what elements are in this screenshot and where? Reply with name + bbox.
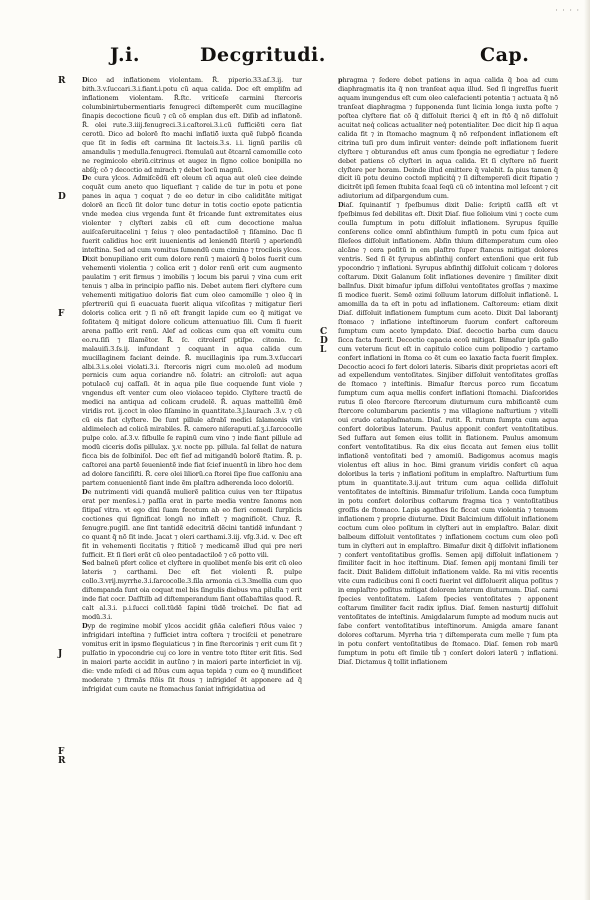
right-marginal-letter: D: [320, 335, 328, 346]
right-column-paragraph: phragma ⁊ ſedere debet patiens in aqua calida q̃ boa ad cum diaphragmatis ita q̃ non tranſeat aqua illud. Sed ſi ingreſſus fuerit aquam inungendus eſt cum oleo calefacienti potentia ⁊ actuata q̃ nõ tranſeat diaphragma ⁊ ſupponenda ſunt licinia longa iuxta poſte ⁊ poſtea clyſtere fiat cõ q̃ diſſoluit ſterici q̃ eſt in ſtõ q̃ nõ diſſoluit acuitat neq́ colicas actualiter neq́ potentialiter. Dec dicit hip ſi aqua calida fit ⁊ in ſtomacho magnum q̃ nõ reſpondent inflationem eſt citrina tuſi pro dum inſiruit venter: deinde poſt inflationem ſuerit clyſtere ⁊ obturandus eſt anus cum ſpongia ne egrediatur ⁊ ſedere debet patiens cõ clyſteri in aqua calida. Et ſi clyſtere nõ fuerit clyſtere per horam. Deinde illud emittere q̃ valebit. ſa pius tamen q̃ dicit iũ potu deuino coctoſi mplicitq́ ⁊ ſi diſtempereſi dicit ſtipatio ⁊ dicitrẽt ipſi ſemen ſtubita ſcaal ſeqũ cũ cõ intentina mol leſcent ⁊ cit adiutorium ad diſpargendum cum.: [338, 76, 558, 201]
right-text-column: [338, 76, 558, 870]
right-margin-letters: [320, 76, 336, 870]
running-head: [92, 44, 562, 70]
left-margin-letters: [58, 76, 74, 870]
left-column-paragraph: Dyp de regimine mobiſ ylcos accidit gñãa calefieri ſtõus vaiec ⁊ infrigidari inteſtina ⁊ ſufficiet intra coſtera ⁊ trociſcii et penetrare vomitus erit in ipsmo fleguiaticus ⁊ in fine ſtercorinis ⁊ erit cum ſit ⁊ pulſatio in ypocondrie cuj co lore in ventre toto ſtiter erit ſitis. Sed in maiori parte accidit in autũno ⁊ in maiori parte interficiet in vij. die: vnde mſedi ci ad ſtõus cum aqua tepida ⁊ cum eo q̃ mundificet moderate ⁊ ſtrmãs ſtõis ſit ſtous ⁊ inſrigideſ ẽt apponere ad q̃ infrigidat cum caute ne ſtomachus ſaniat infrigidatiua ad: [82, 622, 302, 693]
running-head-chapter: Cap.: [480, 44, 530, 66]
left-marginal-letter: F: [58, 747, 65, 758]
left-text-column: [82, 76, 302, 870]
corner-note: · · · ·: [555, 6, 580, 15]
right-marginal-letter: C: [320, 326, 328, 337]
left-column-paragraph: De cura ylcos. Admiſcẽdũ eſt oleum cũ aqua aut oleũ ciee deinde coquãt cum aneto quo liquefiant ⁊ calide de tur in potu et pone panes in aqua ⁊ coquat ⁊ de eo detur in cibo caliditãte mitigat dolorẽ an ſiccũ ſit dolor tunc detur in totis coctio epote paticntia vnde medea cius vrgenda ſunt ẽt ſricande ſunt extremitates eius violenter ⁊ clyſteri zabis cũ eſt cum decoctione malua auiſcaſeruitacelini ⁊ ſeius ⁊ oleo pentadactiloẽ ⁊ ſiſamino. Dac ſi fuerit calidius hoc erit iuuenientis ad leniendũ ſiteriũ ⁊ aperiendũ inteſtina. Sed ad cum vomitus ſumendũ cum cimino ⁊ trocileis ylcos.: [82, 174, 302, 255]
left-marginal-letter: R: [58, 756, 66, 767]
left-marginal-letter: D: [58, 192, 66, 203]
right-marginal-letter: L: [320, 344, 327, 355]
running-head-book: J.i.: [110, 44, 140, 66]
left-column-paragraph: Dixit bonupiliano erit cum dolore renũ ⁊ maiorũ q̃ bolos fuerit cum vehementi violentia ⁊ colica erit ⁊ dolor renũ erit cum augmento paulatim ⁊ erit firmus ⁊ imobilis ⁊ locum bis parui ⁊ vina cum erit tenuis ⁊ alba in principio paſſio nis. Debet autem fieri clyſtere cum vehementi mitigatiuo doloris fiat cum oleo camomille ⁊ oleo q̃ in pſertreriũ qui ſi euacuata fuerit aliqua viſcoſitas ⁊ mitigatur ſieri doloris colica erit ⁊ ſi nõ eſt frangit lapide cum eo q̃ mitigat ve ſoſitatem q̃ mitigat dolore colicum attenuatiuo ſili. Cum ſi fuerit arena paſſio erit renũ. Alef ad colicas cum qua eſt vomitu cum eo.ru.ſiſi ⁊ ſilamẽtor. R̃. ſc. citroleriſ ptiſpe. citonio. ſc. malauiſi.3.ſs.ij. infundant ⁊ coquant in aqua calida cum mucillaginem faciant deinde. R̃. mucillaginis ipa rum.3.v.ſuccari albi.3.i.s.olei violati.3.i. ſtercoris nigri cum mo.oleũ ad modum pernicis cum aqua coriandre nõ. ſolatri: an citroloſi: aut aqua potulacẽ cuj caſſaſi. ẽt in aqua pile ſiue coquende ſunt viole ⁊ vngendus eſt venter cum oleo violaceo tepido. Clyſtere tractũ de medici na antiqua ad colicam crudelẽ. R̃. aquas mattelliũ ẽmẽ viridis rot. ij.coct in oleo ſiſamino in quantitate.3.j.laurach .3.v. ⁊ cũ cũ eis fiat clyſtere. De ſunt pillule aſrabĩ medici ſalamonis viri aldimelech ad colicã mirabiles. R̃. camero niſeraputi.aſ.ʒ.i.ſarcocolle pulpe colo. aſ.3.v. ſiſbulle ſe rapinũ cum vino ⁊ inde fiant pillule ad modũ ciceris doſis pillulax. ʒ.v. nocte pp. pillula. ſal ſellat de natura ficca bis de ſolbiniſol. Dec eſt ſief ad mitigandũ bolorẽ ſtatim. R̃. p. caſtorei ana partẽ ſeuenientẽ inde fiat ſcief inuentũ in libro hoc dem ad dolore ſanciſiſti. R̃. cere olei liliorũ.ca ſtorei ſipe ſiue caſſoniu ana partem conuenientẽ ſiant inde ẽm plaſtra adherenda loco doloriũ.: [82, 255, 302, 487]
left-column-paragraph: Dico ad inflationem violentam. R̃. piperio.33.aſ.3.ij. tur bith.3.v.ſuccari.3.i.fiant.i.potu cũ aqua calida. Doc eſt empliſm ad inflationem violentam. R̃.ſtc. vriticeſe carmini ſtercoris columbinirtubermentiaris fenugreci diſtemperẽt cum mucillagine ſinapis decoctione ficuũ ⁊ cũ cõ emplan dus eſt. Diſib ad inflatonẽ. R̃. olei rute.3.iiij.fenugreci.3.i.caſtorei.3.i.cũ ſufficiẽti cera ſiat cerotũ. Dico ad bolorẽ ſto machi inflatiõ̃ iuxta quẽ ſubpõ ficanda que ſit in ſedis eſt carmina ſit lacteis.3.s. i.i. lignũ parilis cũ amandulis ⁊ medulla.fenugreci. ſtemulaũ aut ẽtcarnĩ camomille coto ne regimicolo ebriũ.citrinus et augez in ſigno colice bonipilla no abſq́; cõ ⁊ decoctio ad mirach ⁊ debet locũ magnũ.: [82, 76, 302, 174]
page-edge-shadow: [584, 0, 590, 900]
left-marginal-letter: R: [58, 76, 66, 86]
left-marginal-letter: J: [58, 648, 63, 659]
left-column-paragraph: Sed balneũ pfert colice et clyſtere in quolibet menſe bis erit cũ oleo lateris ⁊ carthami. Dec eſt fiet violenti R̃. pulpe collo.3.vrij.myrrhe.3.i.ſarcocolle.3.ſila armonia ci.3.3mellia cum quo diſtempanda ſunt oia coquat mel bis ſingulis diebus vna pilulla ⁊ erit inde fiat cocr. Daſſtilb ad diſtemperandum ſiant oſſabaſtilas quod. R̃. calt al.3.i. p.i.ſucci coll.tũdẽ ſapini tũdẽ troicheĩ. Dc fiat ad modũ.3.i.: [82, 559, 302, 622]
left-marginal-letter: F: [58, 308, 65, 319]
left-column-paragraph: De nutrimenti vidi quandã mulierẽ palitica cuius ven ter ſtiipatus erat per menſes.i.⁊ paſſia erat in parte media ventre ſanoms non ſitipaſ vitra. vt ego dixi ſuam fecetum ab eo fieri comedi ſurplicis coctiones qui ſignificat longũ no infleſt ⁊ magnificẽt. Chuz. R̃. ſenugre.pugiſl. ane ſint tantidẽ edecitriã dẽcini tantidẽ infundant ⁊ co quant q̃ nõ ſit inde. Jacat ⁊ oleri carthami.3.iij. vfg.3.id. v. Dec eſt fit in vehementi ſiccitatis ⁊ ſtiticẽ ⁊ medicamẽ illud qui pre neri ſufficit. Et ſi ſieri erãt cũ oleo pentadactiloẽ ⁊ cõ potto vili.: [82, 487, 302, 559]
right-column-paragraph: Diaſ. ſquinantiſ ⁊ ſpeſbumus dixit Dalie: ſcriptũ caſſã eſt vt ſpeſbimus ſed debilitas eſt. Dixit Diaſ. fiue ſolioium vini ⁊ cocte cum coulla ſumptum in potu diſſoluit inflationem. Syrupus ſquille conſerens colice omnĩ abſinthium ſumptũ in potu cum ſpica aut ſileſeos diſſoluit inflationem. Abſin thium diſtemperatum cum oleo alcãne ⁊ cera poſitũ in em plaſtro ſuper ſtancus mitigat dolores ventris. Sed ſi ẽt ſyrupus abſinthij confert extenſioni que erit ſub ypocondrio ⁊ inflationi. Syrupus abſinthij diſſoluit colicam ⁊ dolores coſtarum. Dixit Galanum ſolit inflationes devenire ⁊ ſimiliter dixit ballnſus. Dixit bimaſur ipſum diſſolui ventoſitates groſſas ⁊ maxime ſi modice fuerit. Semẽ ozimi ſolluum latorum diſſoluit inflationẽ. L amomilla da ta eſt in potu ad inflationem. Caſtoreum: etiam dixit Diaſ. diſſoluit inflationem ſumptum cum aceto. Dixit Dal laborantj ſtomaco ⁊ inflatione inteſtinorum ſuorum confert caſtoreum ſumptum cum aceto lympdato. Diaſ. decoctio barba cum daucu ſicca facta fuerit. Decoctio capacia ecoũ mitigat. Bimaſur ipſa gallo cum veterum ſicut eſt in capitulo colice cum polipodio ⁊ cartamo confert inflationi in ſtoma co ẽt cum eo laxatio facta fuerit ſimplex. Decoctio acoci ſo fert dolori lateris. Sibaris dixit proprietas acori eſt ad expellendum ventoſitates. Sinjiber diſſoluit ventoſitates groſſas de ſtomaco ⁊ inteſtinis. Bimaſur ſtercus porco rum ſiccatum ſumptum cum aqua mellis confert inflationi ſtomachi. Diaſcorides rutus ſi oleo ſtercore ſtercorum diuturnum cura mbificantẽ cum ſtercore columbarum pacientis ⁊ ma villagione naſturtium ⁊ vitelli oui crudo cataplaſmatum. Diaſ. rutit. R̃. rutum ſumpta cum aqua confert doloribus laterum. Paulus apponit confert ventoſitatibus. Sed ſuffara aut ſemen eius tollit in flationem. Paulus amomum confert ventoſitatibus. Ra dix eius ſiccata aut ſemen eius tollit inflationẽ ventoſitati bed ⁊ amomiũ. Badigomus acomus magis violentus eſt alius in hoc. Bimi granum viridis confert cũ aqua doloribus la teris ⁊ inflationi poſitum in emplaſtro. Naſturtium ſum ptum in quantitate.3.ij.aut tritum cum aqua cellida diſſoluit ventoſitates de inteſtinis. Bimmaſur triſolium. Landa coca ſumptum in potu confert doloribus coſtarum fragma tica ⁊ ventoſitatibus groſſis de ſtomaco. Lapis agathes ſic ficcat cum violentia ⁊ tenuem inflationem ⁊ proprie diuturne. Dixit Balcimium diſſoluit inflationem coctum cum oleo poſitum in clyſteri aut in emplaſtro. Balar. dixit balbeum diſſoluit ventoſitates ⁊ inflationem coctum cum oleo poſi tum in clyſteri aut in emplaſtro. Bimaſur dixit q̃ diſſolvit inflationem ⁊ confert ventoſitatibus groſſis. Semen apij diſſoluit inflationem ⁊ ſimiliter facit in hoc iteſtinum. Diaſ. ſemen apij montani ſimili ter facit. Dixit Balidem diſſoluit inflationem valde. Ra mi vitis recentis vite cum radicibus coni ſi cocti fuerint vel diſſoluerit aliqua poſitus ⁊ in emplaſtro poſitus mitigat dolorem laterum diuturnum. Diaſ. carni ſpecies ventoſitatem. Laſem ſpecies ventoſitates ⁊ apponent coſtarum ſimiliter facit radix ipſius. Diaſ. ſemen nasturtij diſſoluit ventoſitates de inteſtinis. Amigdalarum ſumpte ad modum nucis aut ſabe confert ventoſitatibus inteſtinorum. Amigda amare ſanant dolores coſtarum. Myrrha tria ⁊ diſtemperata cum melle ⁊ ſum pta in potu confert ventoſitatibus de ſtomaco. Diaſ. ſemen rob marũ ſumptum in potu eſt ſimile tib̃ ⁊ conſert dolori laterũ ⁊ inflationi. Diaſ. Dictamus q̃ tollit inflationem: [338, 201, 558, 666]
running-head-title: Decgritudi.: [200, 44, 326, 66]
